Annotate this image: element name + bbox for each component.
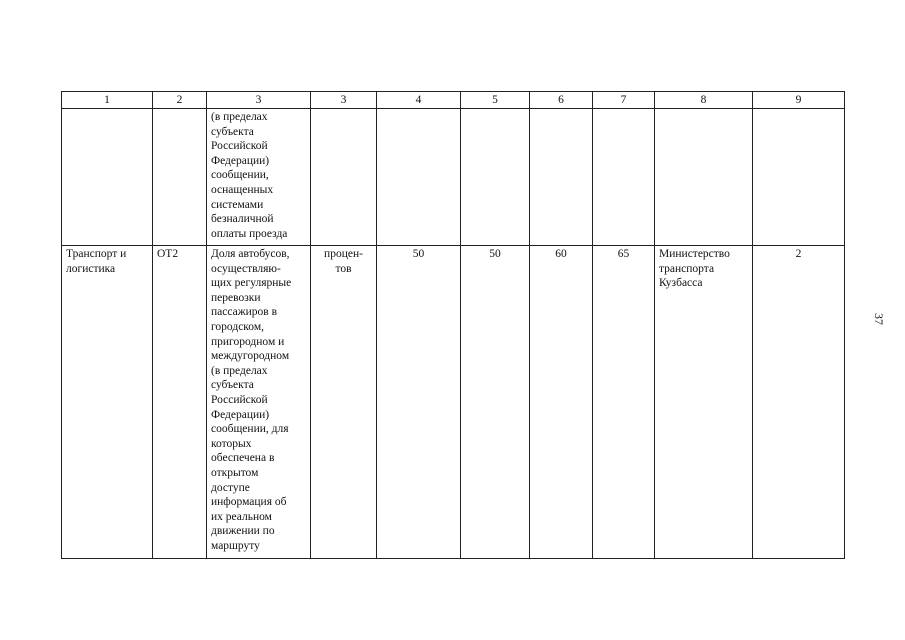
direction-line: логистика — [66, 262, 116, 275]
cont-indicator-line: оснащенных — [211, 183, 274, 196]
indicator-line: щих регулярные — [211, 277, 292, 290]
header-cell-9: 8 — [655, 92, 753, 109]
indicator-line: Федерации) — [211, 408, 270, 421]
cont-cell-code — [153, 109, 207, 246]
main-cell-unit — [311, 246, 377, 559]
cont-cell-indicator — [207, 109, 311, 246]
header-cell-10: 9 — [753, 92, 845, 109]
indicator-line: обеспечена в — [211, 452, 275, 465]
indicator-line: информация об — [211, 496, 287, 509]
indicator-table — [61, 91, 845, 559]
indicator-line: открытом — [211, 466, 259, 479]
indicator-line: пригородном и — [211, 335, 285, 348]
header-row — [62, 92, 845, 109]
main-cell-code: ОТ2 — [153, 246, 207, 559]
cont-indicator-line: (в пределах — [211, 111, 268, 123]
cont-indicator-line: оплаты проезда — [211, 227, 288, 240]
header-cell-4: 3 — [311, 92, 377, 109]
cont-cell-direction — [62, 109, 153, 246]
table-row-continuation — [62, 109, 845, 246]
header-cell-2: 2 — [153, 92, 207, 109]
indicator-line: городском, — [211, 320, 264, 333]
main-cell-value-2: 50 — [461, 246, 530, 559]
direction-line: Транспорт и — [66, 248, 127, 260]
indicator-line: доступе — [211, 481, 250, 494]
main-cell-indicator — [207, 246, 311, 559]
cont-indicator-line: сообщении, — [211, 169, 269, 182]
main-cell-value-4: 65 — [593, 246, 655, 559]
cont-cell-value-3 — [530, 109, 593, 246]
indicator-line: пассажиров в — [211, 306, 278, 319]
unit-line: тов — [335, 262, 352, 275]
cont-indicator-line: Российской — [211, 140, 268, 153]
cont-cell-value-4 — [593, 109, 655, 246]
cont-cell-value-2 — [461, 109, 530, 246]
indicator-line: маршруту — [211, 539, 260, 552]
indicator-line: Российской — [211, 393, 268, 406]
main-cell-value-1: 50 — [377, 246, 461, 559]
header-cell-8: 7 — [593, 92, 655, 109]
indicator-line: междугородном — [211, 350, 290, 363]
responsible-line: транспорта — [659, 262, 715, 275]
main-cell-direction — [62, 246, 153, 559]
responsible-line: Кузбасса — [659, 277, 703, 290]
cont-cell-priority — [753, 109, 845, 246]
cont-indicator-line: безналичной — [211, 213, 274, 226]
header-cell-1: 1 — [62, 92, 153, 109]
header-cell-7: 6 — [530, 92, 593, 109]
header-cell-6: 5 — [461, 92, 530, 109]
cont-indicator-line: Федерации) — [211, 154, 270, 167]
indicator-line: Доля автобусов, — [211, 248, 290, 260]
cont-cell-responsible — [655, 109, 753, 246]
indicator-line: (в пределах — [211, 364, 268, 377]
indicator-line: перевозки — [211, 291, 261, 304]
header-cell-3: 3 — [207, 92, 311, 109]
main-cell-responsible — [655, 246, 753, 559]
header-cell-5: 4 — [377, 92, 461, 109]
cont-indicator-line: субъекта — [211, 125, 254, 138]
unit-line: процен- — [324, 248, 363, 260]
cont-cell-unit — [311, 109, 377, 246]
indicator-line: осуществляю- — [211, 262, 281, 275]
indicator-line: движении по — [211, 525, 275, 538]
cont-indicator-line: системами — [211, 198, 264, 211]
main-cell-value-3: 60 — [530, 246, 593, 559]
indicator-line: которых — [211, 437, 252, 450]
table-row-ot2 — [62, 246, 845, 559]
indicator-line: сообщении, для — [211, 423, 289, 436]
cont-cell-value-1 — [377, 109, 461, 246]
main-cell-priority: 2 — [753, 246, 845, 559]
responsible-line: Министерство — [659, 248, 730, 260]
indicator-line: их реальном — [211, 510, 272, 523]
indicator-line: субъекта — [211, 379, 254, 392]
page-number: 37 — [872, 313, 886, 325]
